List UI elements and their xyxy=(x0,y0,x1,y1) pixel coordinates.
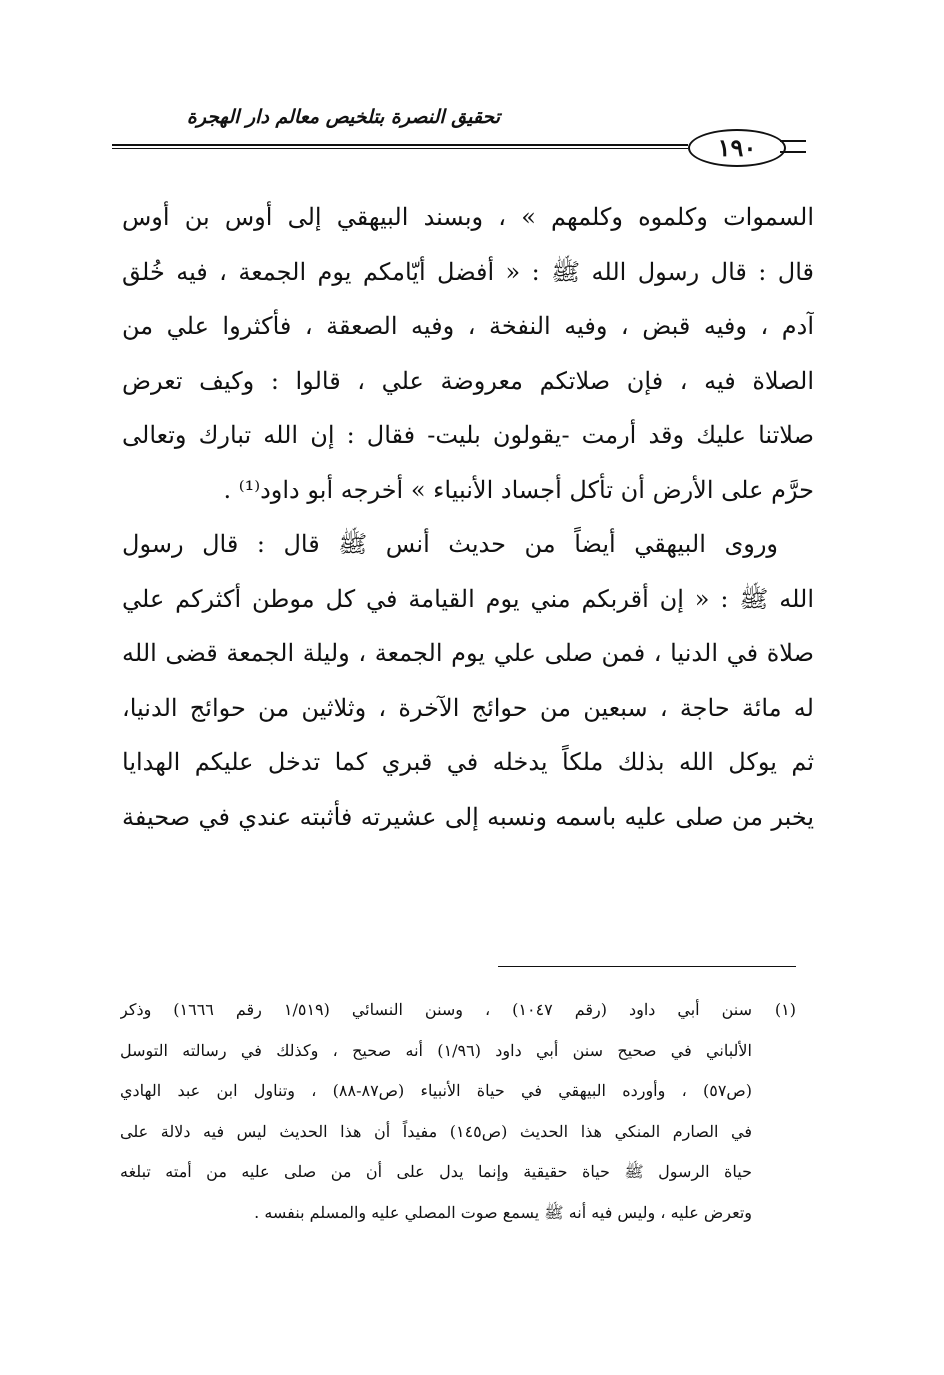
footnote-line: الألباني في صحيح سنن أبي داود (١/٩٦) أنه صحيح ، وكذلك في رسالته التوسل xyxy=(120,1040,752,1060)
text-line: صلاتنا عليك وقد أرمت -يقولون بليت- فقال : إن الله تبارك وتعالى xyxy=(122,421,814,449)
text-line: الصلاة فيه ، فإن صلاتكم معروضة علي ، قالوا : وكيف تعرض xyxy=(122,366,814,395)
text-line: قال : قال رسول الله ﷺ : « أفضل أيّامكم يوم الجمعة ، فيه خُلق xyxy=(122,257,814,286)
footnote-marker: (١) xyxy=(774,1000,796,1019)
text-line: الله ﷺ : « إن أقربكم مني يوم القيامة في كل موطن أكثركم علي xyxy=(122,584,814,613)
footnote-line xyxy=(120,990,796,1031)
page-number: ١٩٠ xyxy=(688,129,786,167)
footnote-line: في الصارم المنكي هذا الحديث (ص١٤٥) مفيداً أن هذا الحديث ليس فيه دلالة على xyxy=(120,1121,752,1141)
book-title: تحقيق النصرة بتلخيص معالم دار الهجرة xyxy=(186,106,500,128)
footnotes xyxy=(120,990,796,1233)
text-line: حرَّم على الأرض أن تأكل أجساد الأنبياء » أخرجه أبو داود⁽¹⁾ . xyxy=(223,475,814,504)
text-line: ثم يوكل الله بذلك ملكاً يدخله في قبري كما تدخل عليكم الهدايا xyxy=(122,748,814,776)
running-header xyxy=(112,100,802,170)
footnote-text: سنن أبي داود (رقم ١٠٤٧) ، وسنن النسائي (١/٥١٩ رقم ١٦٦٦) وذكر xyxy=(120,1000,752,1019)
main-text xyxy=(122,190,814,844)
text-line: يخبر من صلى عليه باسمه ونسبه إلى عشيرته فأثبته عندي في صحيفة xyxy=(122,802,814,831)
header-rule-tail xyxy=(780,140,806,153)
footnote-line: وتعرض عليه ، وليس فيه أنه ﷺ يسمع صوت المصلي عليه والمسلم بنفسه . xyxy=(254,1202,752,1222)
text-line: له مائة حاجة ، سبعين من حوائج الآخرة ، وثلاثين من حوائج الدنيا، xyxy=(122,693,814,722)
footnote-line: (ص٥٧) ، وأورده البيهقي في حياة الأنبياء (ص٨٧-٨٨) ، وتناول ابن عبد الهادي xyxy=(120,1081,753,1100)
text-line: آدم ، وفيه قبض ، وفيه النفخة ، وفيه الصعقة ، فأكثروا علي من xyxy=(122,312,814,340)
header-rule xyxy=(112,144,688,149)
text-line: السموات وكلموه وكلمهم » ، وبسند البيهقي إلى أوس بن أوس xyxy=(122,203,814,231)
footnote-separator xyxy=(498,966,796,967)
text-line: وروى البيهقي أيضاً من حديث أنس ﷺ قال : قال رسول xyxy=(122,530,778,558)
footnote-line: حياة الرسول ﷺ حياة حقيقية وإنما يدل على أن من صلى عليه من أمته تبلغه xyxy=(120,1162,752,1181)
text-line: صلاة في الدنيا ، فمن صلى علي يوم الجمعة ، وليلة الجمعة قضى الله xyxy=(122,639,814,667)
